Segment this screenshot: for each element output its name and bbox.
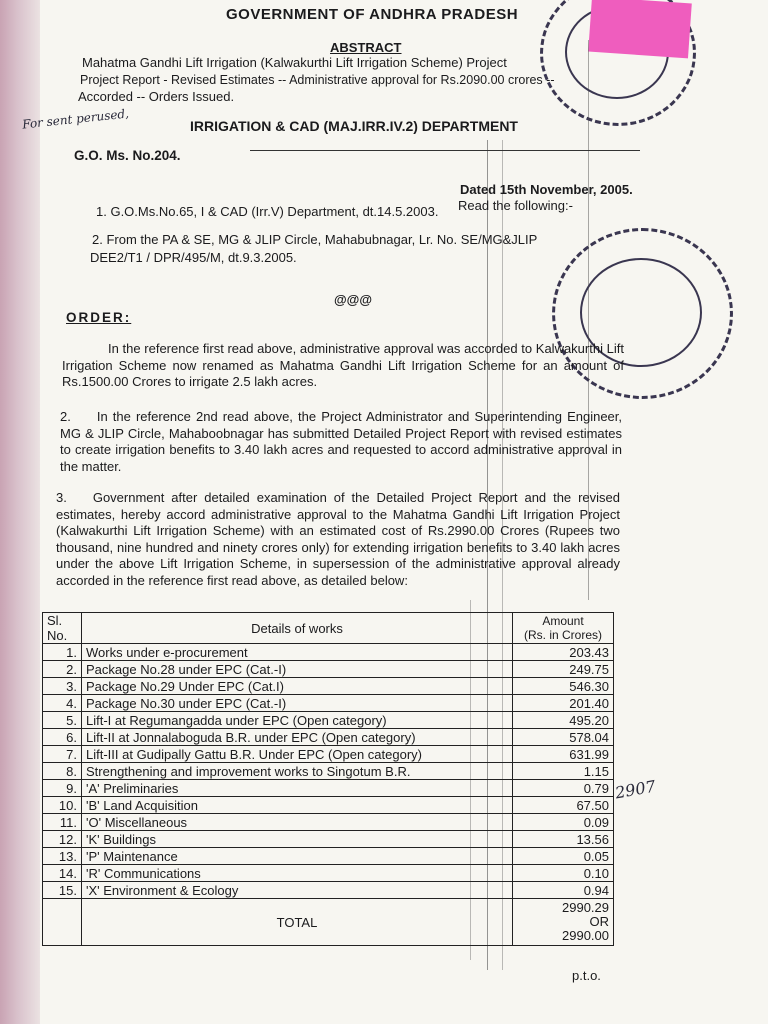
row-work-details: Lift-I at Regumangadda under EPC (Open category) bbox=[82, 712, 513, 729]
go-number: G.O. Ms. No.204. bbox=[74, 148, 181, 163]
dated-line: Dated 15th November, 2005. bbox=[460, 182, 633, 197]
row-sl-number: 15. bbox=[43, 882, 82, 899]
column-header-amount bbox=[513, 613, 614, 644]
table-row bbox=[43, 882, 614, 899]
table-row bbox=[43, 729, 614, 746]
row-sl-number: 11. bbox=[43, 814, 82, 831]
total-row bbox=[43, 899, 614, 946]
row-amount: 1.15 bbox=[513, 763, 614, 780]
total-label-cell: TOTAL bbox=[82, 899, 513, 946]
rounded-total: 2990.00 bbox=[562, 928, 609, 943]
government-title: GOVERNMENT OF ANDHRA PRADESH bbox=[226, 6, 519, 23]
table-row bbox=[43, 746, 614, 763]
order-paragraph-2-text: In the reference 2nd read above, the Project Administrator and Superintending Engineer, MG & JLIP Circle, Mahaboobnagar has submitted Detailed Project Report with revised estimates to create irrigation benefits to 3.40 lakh acres and requested to accord administrative approval in the matter. bbox=[60, 409, 622, 474]
table-row bbox=[43, 763, 614, 780]
row-amount: 0.05 bbox=[513, 848, 614, 865]
pto-label: p.t.o. bbox=[572, 968, 601, 983]
row-sl-number: 7. bbox=[43, 746, 82, 763]
row-sl-number: 8. bbox=[43, 763, 82, 780]
row-sl-number: 10. bbox=[43, 797, 82, 814]
order-heading: ORDER: bbox=[66, 310, 132, 325]
reference-2: 2. From the PA & SE, MG & JLIP Circle, Mahabubnagar, Lr. No. SE/MG&JLIP bbox=[92, 232, 538, 247]
row-work-details: Works under e-procurement bbox=[82, 644, 513, 661]
row-amount: 201.40 bbox=[513, 695, 614, 712]
row-work-details: 'B' Land Acquisition bbox=[82, 797, 513, 814]
order-paragraph-1 bbox=[62, 341, 624, 391]
paragraph-3-number: 3. bbox=[56, 490, 67, 505]
table-row bbox=[43, 865, 614, 882]
row-amount: 67.50 bbox=[513, 797, 614, 814]
row-work-details: 'P' Maintenance bbox=[82, 848, 513, 865]
pink-sticky-note bbox=[588, 0, 692, 58]
abstract-heading: ABSTRACT bbox=[330, 40, 402, 55]
table-row bbox=[43, 644, 614, 661]
row-sl-number: 5. bbox=[43, 712, 82, 729]
reference-1: 1. G.O.Ms.No.65, I & CAD (Irr.V) Department, dt.14.5.2003. bbox=[96, 204, 439, 219]
order-paragraph-2 bbox=[60, 409, 622, 475]
subject-line-3: Accorded -- Orders Issued. bbox=[78, 89, 235, 104]
row-sl-number: 13. bbox=[43, 848, 82, 865]
row-sl-number: 9. bbox=[43, 780, 82, 797]
amount-header-unit: (Rs. in Crores) bbox=[523, 628, 602, 642]
works-table-body bbox=[43, 644, 614, 899]
department-heading: IRRIGATION & CAD (MAJ.IRR.IV.2) DEPARTMENT bbox=[190, 118, 518, 134]
table-row bbox=[43, 848, 614, 865]
row-amount: 0.94 bbox=[513, 882, 614, 899]
header-rule bbox=[250, 150, 640, 151]
amount-header-label: Amount bbox=[542, 614, 584, 628]
binder-strip bbox=[0, 0, 40, 1024]
row-sl-number: 1. bbox=[43, 644, 82, 661]
total-amount-cell bbox=[513, 899, 614, 946]
column-header-sl: Sl. No. bbox=[43, 613, 82, 644]
table-row bbox=[43, 814, 614, 831]
order-paragraph-1-text: In the reference first read above, administrative approval was accorded to Kalwakurthi Lift Irrigation Scheme now renamed as Mahatma Gandhi Lift Irrigation Scheme for an amount of Rs.1500.00 Crores to irrigate 2.5 lakh acres. bbox=[62, 341, 624, 389]
order-paragraph-3-text: Government after detailed examination of the Detailed Project Report and the revised estimates, hereby accord administrative approval to the Mahatma Gandhi Lift Irrigation Project (Kalwakurthi Lift Irrigation Scheme) with an estimated cost of Rs.2990.00 Crores (Rupees two thousand, nine hundred and ninety crores only) for extending irrigation benefits to 3.40 lakh acres under the above Lift Irrigation Scheme, in supersession of the administrative approval already accorded in the reference first read above, as detailed below: bbox=[56, 490, 620, 588]
order-paragraph-3 bbox=[56, 490, 620, 589]
row-work-details: 'O' Miscellaneous bbox=[82, 814, 513, 831]
subject-line-2: Project Report - Revised Estimates -- Administrative approval for Rs.2090.00 crores -- bbox=[80, 73, 555, 87]
table-row bbox=[43, 695, 614, 712]
row-work-details: Lift-II at Jonnalaboguda B.R. under EPC (Open category) bbox=[82, 729, 513, 746]
row-amount: 249.75 bbox=[513, 661, 614, 678]
total-amount: 2990.29 bbox=[562, 900, 609, 915]
works-table bbox=[42, 612, 614, 946]
paragraph-2-number: 2. bbox=[60, 409, 71, 424]
handwritten-amount-note: 2907 bbox=[613, 776, 658, 803]
row-sl-number: 12. bbox=[43, 831, 82, 848]
separator-mark: @@@ bbox=[334, 292, 373, 307]
table-row bbox=[43, 661, 614, 678]
table-row bbox=[43, 678, 614, 695]
table-header-row bbox=[43, 613, 614, 644]
row-amount: 546.30 bbox=[513, 678, 614, 695]
row-work-details: Package No.30 under EPC (Cat.-I) bbox=[82, 695, 513, 712]
read-following: Read the following:- bbox=[458, 198, 573, 213]
subject-line-1: Mahatma Gandhi Lift Irrigation (Kalwakurthi Lift Irrigation Scheme) Project bbox=[82, 55, 507, 70]
table-row bbox=[43, 712, 614, 729]
row-sl-number: 14. bbox=[43, 865, 82, 882]
row-amount: 203.43 bbox=[513, 644, 614, 661]
handwritten-margin-note: For sent perused, bbox=[21, 106, 130, 132]
row-work-details: 'R' Communications bbox=[82, 865, 513, 882]
row-work-details: Strengthening and improvement works to Singotum B.R. bbox=[82, 763, 513, 780]
row-amount: 578.04 bbox=[513, 729, 614, 746]
row-sl-number: 2. bbox=[43, 661, 82, 678]
row-work-details: Package No.28 under EPC (Cat.-I) bbox=[82, 661, 513, 678]
row-work-details: 'K' Buildings bbox=[82, 831, 513, 848]
reference-2-cont: DEE2/T1 / DPR/495/M, dt.9.3.2005. bbox=[90, 250, 297, 265]
row-sl-number: 6. bbox=[43, 729, 82, 746]
row-sl-number: 3. bbox=[43, 678, 82, 695]
row-amount: 495.20 bbox=[513, 712, 614, 729]
total-or: OR bbox=[589, 914, 609, 929]
row-sl-number: 4. bbox=[43, 695, 82, 712]
row-work-details: Package No.29 Under EPC (Cat.I) bbox=[82, 678, 513, 695]
row-amount: 0.79 bbox=[513, 780, 614, 797]
row-work-details: Lift-III at Gudipally Gattu B.R. Under EPC (Open category) bbox=[82, 746, 513, 763]
total-sl-cell bbox=[43, 899, 82, 946]
table-row bbox=[43, 797, 614, 814]
row-amount: 0.10 bbox=[513, 865, 614, 882]
row-work-details: 'X' Environment & Ecology bbox=[82, 882, 513, 899]
table-row bbox=[43, 831, 614, 848]
column-header-details: Details of works bbox=[82, 613, 513, 644]
row-amount: 631.99 bbox=[513, 746, 614, 763]
table-row bbox=[43, 780, 614, 797]
row-work-details: 'A' Preliminaries bbox=[82, 780, 513, 797]
row-amount: 0.09 bbox=[513, 814, 614, 831]
row-amount: 13.56 bbox=[513, 831, 614, 848]
